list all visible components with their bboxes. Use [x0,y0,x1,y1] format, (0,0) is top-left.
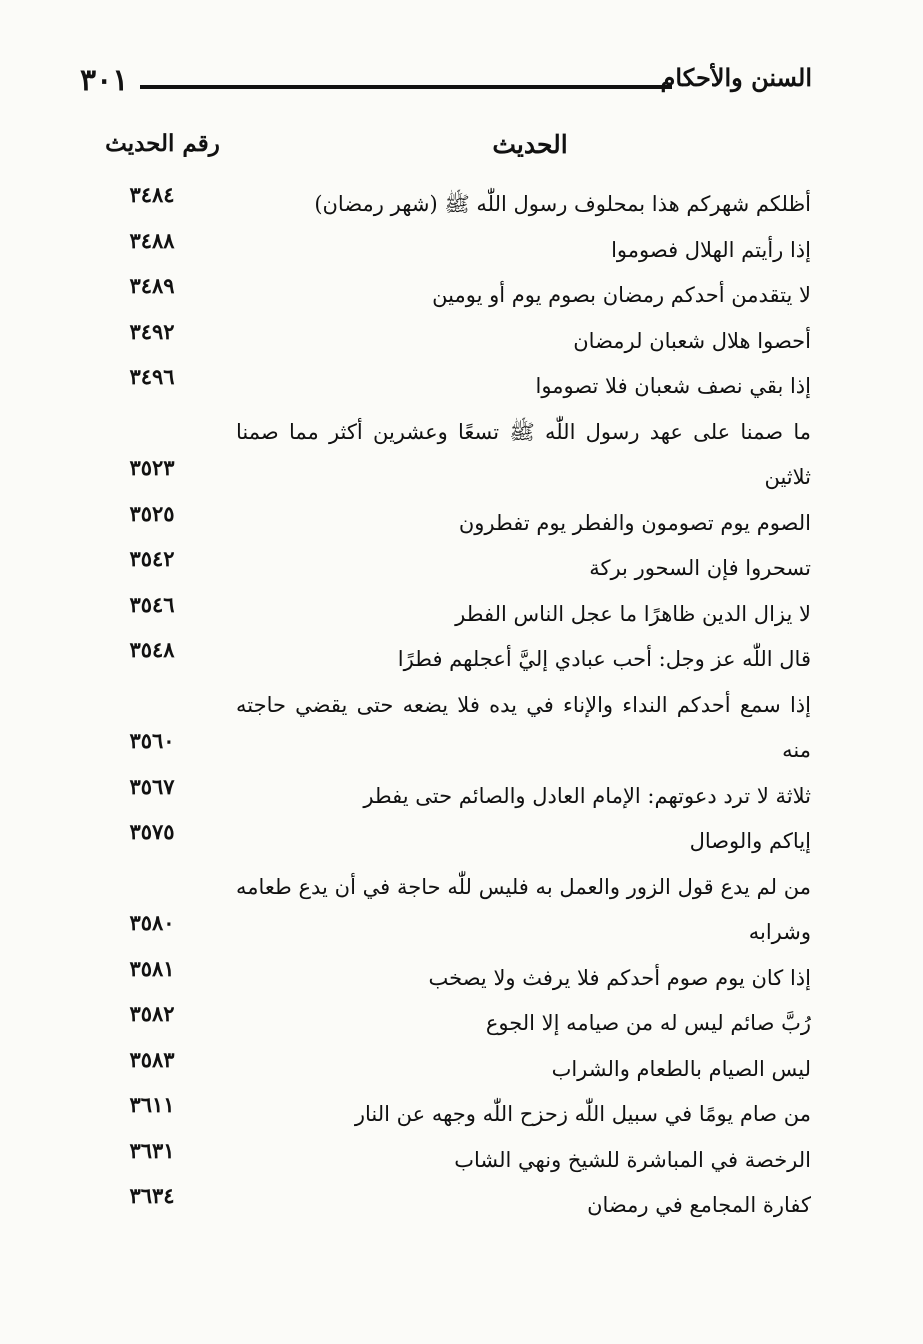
hadith-text: ثلاثة لا ترد دعوتهم: الإمام العادل والصائم حتى يفطر [363,783,811,808]
index-row [0,1047,923,1093]
hadith-number: ٣٤٩٦ [129,364,175,389]
index-row [0,774,923,820]
index-row [0,1092,923,1138]
header-rule [140,85,672,89]
hadith-text: من صام يومًا في سبيل اللّٰه زحزح اللّٰه وجهه عن النار [354,1102,811,1126]
hadith-number: ٣٥٨١ [129,955,175,981]
hadith-number: ٣٥٤٨ [129,637,175,662]
index-row [0,865,923,956]
column-header-number: رقم الحديث [105,130,220,157]
hadith-number: ٣٥٤٦ [129,591,175,617]
index-row [0,182,923,228]
hadith-number: ٣٦٣٤ [129,1183,175,1208]
hadith-text: أحصوا هلال شعبان لرمضان [573,328,811,353]
hadith-number: ٣٥٦٠ [129,728,175,753]
hadith-text: ما صمنا على عهد رسول اللّٰه ﷺ تسعًا وعشرين أكثر مما صمنا ثلاثين [236,419,811,489]
hadith-text: رُبَّ صائم ليس له من صيامه إلا الجوع [485,1011,811,1035]
hadith-text: إذا رأيتم الهلال فصوموا [611,237,811,262]
running-title: السنن والأحكام [660,63,812,92]
index-row [0,501,923,547]
index-row [0,410,923,501]
index-row [0,956,923,1002]
index-row [0,683,923,774]
hadith-number: ٣٤٨٤ [129,182,175,207]
hadith-text: قال اللّٰه عز وجل: أحب عبادي إليَّ أعجلهم فطرًا [397,647,811,671]
index-row [0,1001,923,1047]
hadith-number: ٣٥٨٣ [129,1046,175,1072]
hadith-number: ٣٥٧٥ [129,819,175,844]
hadith-index [0,182,923,1229]
index-row [0,819,923,865]
hadith-number: ٣٤٨٨ [129,227,175,253]
hadith-text: ليس الصيام بالطعام والشراب [551,1056,811,1081]
index-row [0,546,923,592]
index-row [0,592,923,638]
hadith-number: ٣٤٨٩ [129,273,175,298]
hadith-number: ٣٥٦٧ [129,773,175,799]
hadith-number: ٣٥٢٣ [129,455,175,480]
index-row [0,364,923,410]
index-row [0,228,923,274]
hadith-text: الصوم يوم تصومون والفطر يوم تفطرون [458,510,811,535]
hadith-text: تسحروا فإن السحور بركة [589,556,811,580]
hadith-number: ٣٥٤٢ [129,546,175,571]
column-headers [0,130,923,170]
index-row [0,319,923,365]
hadith-number: ٣٦٣١ [129,1137,175,1163]
hadith-number: ٣٦١١ [129,1092,175,1117]
column-header-hadith: الحديث [492,130,568,159]
hadith-text: إذا كان يوم صوم أحدكم فلا يرفث ولا يصخب [428,965,811,990]
hadith-text: إذا بقي نصف شعبان فلا تصوموا [535,374,811,398]
page-header [60,60,812,110]
page-number: ٣٠١ [80,63,129,98]
index-row [0,273,923,319]
hadith-number: ٣٥٨٢ [129,1001,175,1026]
hadith-number: ٣٤٩٢ [129,318,175,344]
hadith-text: من لم يدع قول الزور والعمل به فليس للّٰه حاجة في أن يدع طعامه وشرابه [236,874,811,944]
hadith-text: إياكم والوصال [689,829,811,853]
hadith-text: لا يزال الدين ظاهرًا ما عجل الناس الفطر [455,601,811,626]
hadith-number: ٣٥٨٠ [129,910,175,935]
index-row [0,637,923,683]
index-row [0,1183,923,1229]
hadith-text: لا يتقدمن أحدكم رمضان بصوم يوم أو يومين [432,283,811,307]
hadith-number: ٣٥٢٥ [129,500,175,526]
hadith-text: أظلكم شهركم هذا بمحلوف رسول اللّٰه ﷺ (شهر رمضان) [314,192,811,216]
hadith-text: إذا سمع أحدكم النداء والإناء في يده فلا يضعه حتى يقضي حاجته منه [236,692,811,762]
index-row [0,1138,923,1184]
hadith-text: كفارة المجامع في رمضان [587,1193,811,1217]
hadith-text: الرخصة في المباشرة للشيخ ونهي الشاب [454,1147,811,1172]
